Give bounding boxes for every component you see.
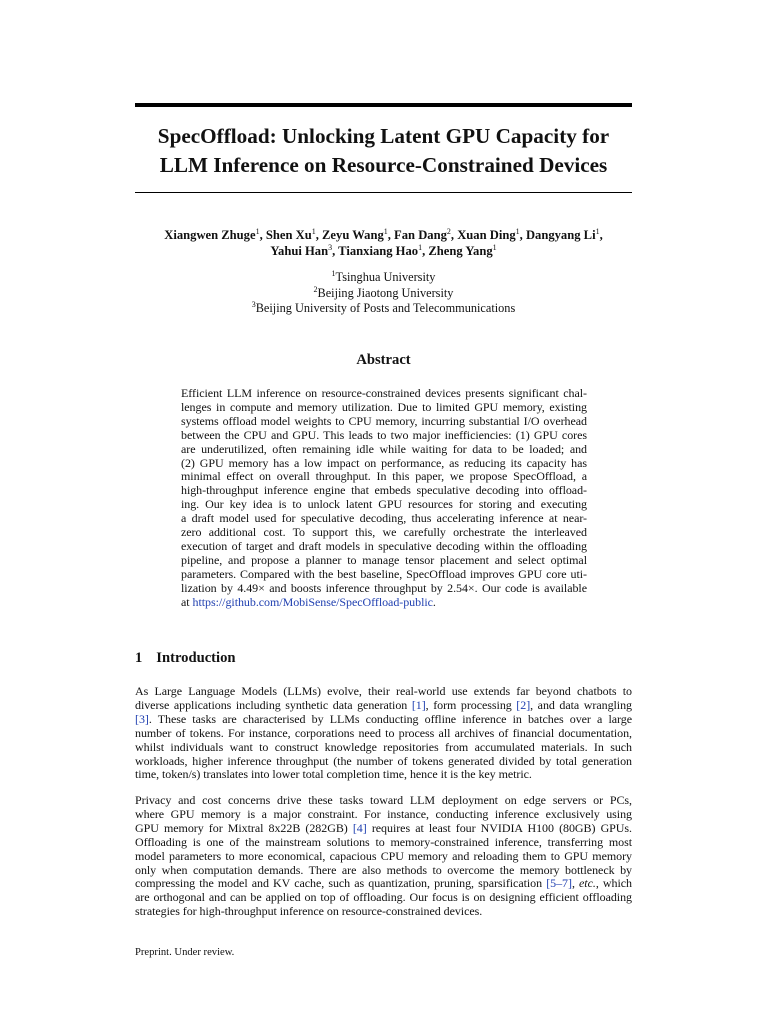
author-name: Fan Dang: [394, 228, 447, 242]
abstract-line: pipeline, and propose a planner to manage tensor placement and select optimal: [181, 552, 587, 567]
author-affiliation-mark: 1: [418, 243, 423, 252]
author-line: Yahui Han$^3$, Tianxiang Hao$^1$, Zheng Yang$^1$: [270, 243, 497, 258]
affiliation-list: [135, 270, 632, 317]
abstract-line: minimal effect on overall throughput. In this paper, we propose SpecOffload, a: [181, 469, 587, 484]
section-number: 1: [135, 650, 143, 666]
paragraph-line: number of tokens. For instance, corporations need to process all archives of financial documentation,: [135, 725, 632, 740]
author-name: Zeyu Wang: [322, 228, 384, 242]
author-affiliation-mark: 1: [492, 243, 497, 252]
footer-note: Preprint. Under review.: [135, 947, 235, 958]
title-line: SpecOffload: Unlocking Latent GPU Capacity for: [157, 124, 610, 148]
abstract-line: execution of target and draft models in speculative decoding within the offloading: [181, 538, 587, 553]
affiliation: [135, 301, 632, 317]
author-affiliation-mark: 1: [255, 227, 260, 236]
abstract-line: lenges in compute and memory utilization. Due to limited GPU memory, existing: [181, 399, 587, 414]
paragraph-line: workloads, higher inference throughput (the number of tokens generated divided by total generation: [135, 753, 632, 768]
affiliation-mark: 1: [331, 269, 336, 278]
title-line: LLM Inference on Resource-Constrained Devices: [159, 153, 608, 177]
affiliation-name: Tsinghua University: [335, 270, 436, 284]
abstract-line: (2) GPU memory has a low impact on performance, as reducing its capacity has: [181, 455, 587, 470]
paragraph-line: only when computation demands. There are also methods to overcome the memory bottleneck by: [135, 862, 632, 877]
affiliation-name: Beijing Jiaotong University: [317, 285, 454, 300]
abstract-heading: Abstract: [356, 352, 411, 368]
citation-link[interactable]: [4]: [352, 820, 367, 835]
author-affiliation-mark: 1: [595, 227, 600, 236]
abstract-text: at: [181, 594, 193, 609]
affiliation: [135, 270, 632, 286]
abstract-line: between the CPU and GPU. This leads to two major inefficiencies: (1) GPU cores: [181, 427, 587, 442]
affiliation: [135, 286, 632, 302]
emphasis-text: etc.: [579, 876, 596, 891]
author-name: Xiangwen Zhuge: [164, 228, 256, 242]
section-title: Introduction: [156, 650, 236, 666]
affiliation-mark: 2: [313, 284, 318, 294]
title-bottom-rule: [135, 192, 632, 193]
citation-link[interactable]: [1]: [411, 697, 426, 712]
paragraph-line: As Large Language Models (LLMs) evolve, their real-world use extends far beyond chatbots to: [135, 684, 632, 698]
affiliation-mark: 3: [251, 300, 256, 310]
citation-link[interactable]: [5–7]: [546, 876, 572, 891]
paragraph-line: GPU memory for Mixtral 8x22B (282GB) [4] requires at least four NVIDIA H100 (80GB) GPUs.: [135, 820, 632, 835]
abstract-line: Efficient LLM inference on resource-constrained devices presents significant chal-: [181, 386, 587, 400]
abstract-line: high-throughput inference engine that embeds speculative decoding into offload-: [181, 483, 587, 498]
author-name: Tianxiang Hao: [338, 244, 419, 258]
paragraph-line: [3]. These tasks are characterised by LLMs conducting offline inference in batches over a large: [135, 711, 632, 726]
author-name: Yahui Han: [270, 244, 329, 258]
paragraph-line: time, token/s) translates into lower total completion time, hence it is the key metric.: [135, 767, 532, 782]
paragraph-line: Privacy and cost concerns drive these tasks toward LLM deployment on edge servers or PCs,: [135, 793, 632, 807]
author-name: Dangyang Li: [525, 228, 596, 242]
paragraph-line: whilst individuals want to construct knowledge repositories from accumulated materials. In such: [135, 739, 632, 754]
author-affiliation-mark: 1: [311, 227, 316, 236]
author-name: Shen Xu: [265, 228, 312, 242]
abstract-line: systems offload model weights to CPU memory, incurring substantial I/O overhead: [181, 413, 587, 428]
author-name: Xuan Ding: [457, 228, 516, 242]
paragraph-line: strategies for high-throughput inference on resource-constrained devices.: [135, 904, 483, 919]
abstract-line: [181, 596, 587, 610]
author-name: Zheng Yang: [428, 244, 493, 258]
paragraph-line: model parameters to more economical, capacious CPU memory and reloading them to GPU memory: [135, 848, 632, 863]
abstract-text: .: [432, 594, 436, 609]
paragraph-line: where GPU memory is a major constraint. For instance, conducting inference exclusively using: [135, 806, 632, 821]
citation-link[interactable]: [3]: [135, 711, 149, 726]
introduction-paragraph-1: [135, 685, 632, 782]
author-affiliation-mark: 1: [515, 227, 520, 236]
abstract-line: lization by 4.49× and boosts inference throughput by 2.54×. Our code is available: [181, 580, 587, 595]
abstract-line: ing. Our key idea is to unlock latent GPU resources for storing and executing: [181, 497, 587, 512]
abstract-line: zero additional cost. To support this, we carefully orchestrate the interleaved: [181, 525, 587, 540]
abstract-line: a draft model used for speculative decoding, thus accelerating inference at near-: [181, 511, 587, 526]
introduction-paragraph-2: [135, 794, 632, 919]
author-affiliation-mark: 2: [446, 227, 451, 236]
paper-title: [135, 122, 632, 180]
title-top-rule: [135, 103, 632, 107]
abstract-body: [181, 387, 587, 610]
paragraph-line: Offloading is one of the mainstream solutions to memory-constrained inference, transferring most: [135, 834, 632, 849]
paragraph-line: are orthogonal and can be applied on top of offloading. Our focus is on designing efficient offloading: [135, 890, 632, 905]
author-line: Xiangwen Zhuge$^1$, Shen Xu$^1$, Zeyu Wang$^1$, Fan Dang$^2$, Xuan Ding$^1$, Dangyang Li$^1$,: [164, 227, 603, 242]
section-heading-introduction: [135, 648, 236, 668]
author-affiliation-mark: 3: [328, 243, 333, 252]
abstract-line: parameters. Compared with the best baseline, SpecOffload improves GPU core uti-: [181, 566, 587, 581]
citation-link[interactable]: [2]: [516, 697, 531, 712]
code-repository-link[interactable]: https://github.com/MobiSense/SpecOffload-public: [192, 594, 433, 609]
paragraph-line: diverse applications including synthetic data generation [1], form processing [2], and data wrangling: [135, 697, 632, 712]
author-affiliation-mark: 1: [383, 227, 388, 236]
affiliation-name: Beijing University of Posts and Telecommunications: [255, 301, 516, 316]
abstract-line: are underutilized, often remaining idle while waiting for data to be loaded; and: [181, 441, 587, 456]
paragraph-line: compressing the model and KV cache, such as quantization, pruning, sparsification [5–7], etc., which: [135, 876, 632, 891]
author-list: [135, 227, 632, 259]
